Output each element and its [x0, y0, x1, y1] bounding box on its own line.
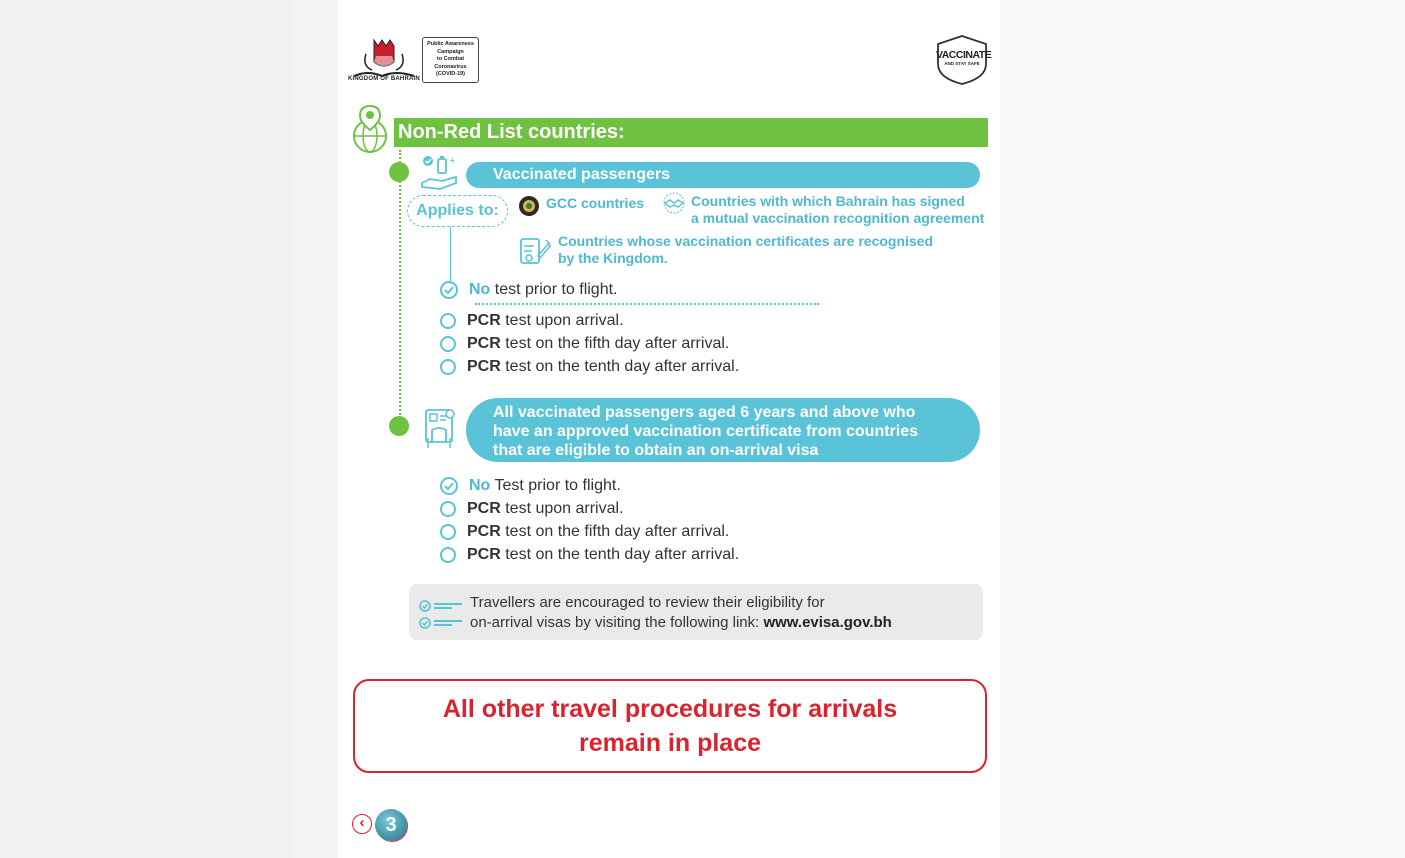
timeline-line	[399, 150, 401, 426]
handshake-icon	[660, 192, 688, 214]
vaccine-hand-icon	[420, 153, 460, 193]
applies-to-label: Applies to:	[407, 195, 508, 227]
certificate-icon	[518, 234, 552, 268]
check-circle-icon	[440, 281, 458, 299]
kingdom-label: KINGDOM OF BAHRAIN	[348, 76, 420, 82]
item-text: test on the fifth day after arrival.	[500, 335, 730, 352]
procedures-line-1: All other travel procedures for arrivals	[442, 695, 898, 723]
note-text	[470, 593, 975, 633]
background-left	[0, 0, 290, 858]
item-keyword: PCR	[467, 312, 501, 329]
list-item	[440, 521, 729, 543]
item-text: test upon arrival.	[500, 312, 624, 329]
item-keyword: No	[469, 477, 491, 494]
check-circle-icon	[440, 477, 458, 495]
note-line-2-prefix: on-arrival visas by visiting the following link:	[470, 614, 764, 631]
list-item	[440, 475, 621, 497]
eligible-passengers-pill	[466, 398, 980, 462]
dotted-divider	[475, 303, 819, 305]
globe-location-icon	[350, 104, 390, 154]
svg-text:+: +	[450, 156, 455, 165]
note-line-1: Travellers are encouraged to review their eligibility for	[470, 594, 825, 611]
note-line-2	[470, 613, 975, 633]
background-right	[1000, 0, 1405, 858]
circle-icon	[440, 336, 456, 352]
circle-icon	[440, 524, 456, 540]
list-item	[440, 356, 739, 378]
item-keyword: PCR	[467, 335, 501, 352]
campaign-logo: Public Awareness Campaign to Combat Coronavirus (COVID-19)	[422, 37, 479, 83]
badge-subtitle: AND STAY SAFE	[944, 61, 980, 66]
mutual-line-1: Countries with which Bahrain has signed	[691, 193, 965, 209]
recognised-line-2: by the Kingdom.	[558, 250, 668, 266]
recognised-certificates-label	[558, 233, 978, 267]
item-text: test prior to flight.	[490, 281, 618, 298]
recognised-line-1: Countries whose vaccination certificates are recognised	[558, 233, 934, 249]
mutual-agreement-label	[691, 193, 991, 227]
item-keyword: PCR	[467, 523, 501, 540]
badge-title: VACCINATE	[936, 49, 992, 61]
checklist-icon	[418, 596, 464, 632]
list-item	[440, 279, 618, 301]
item-text: test on the tenth day after arrival.	[500, 358, 740, 375]
circle-icon	[440, 359, 456, 375]
item-text: test upon arrival.	[500, 500, 624, 517]
item-keyword: PCR	[467, 358, 501, 375]
visa-document-icon	[422, 408, 458, 450]
pill-line-3: that are eligible to obtain an on-arrival visa	[493, 442, 819, 459]
list-item	[440, 544, 739, 566]
list-item	[440, 333, 729, 355]
item-text: test on the tenth day after arrival.	[500, 546, 740, 563]
item-text: Test prior to flight.	[490, 477, 621, 494]
item-keyword: No	[469, 281, 491, 298]
travel-poster	[338, 0, 1000, 858]
connector-line	[450, 227, 451, 284]
timeline-dot	[389, 416, 409, 436]
list-item	[440, 310, 624, 332]
item-text: test on the fifth day after arrival.	[500, 523, 730, 540]
procedures-notice	[353, 679, 987, 773]
gcc-emblem-icon	[518, 195, 540, 217]
vaccinated-passengers-pill: Vaccinated passengers	[466, 162, 980, 188]
evisa-link[interactable]: www.evisa.gov.bh	[763, 614, 892, 631]
page-number-badge: 3	[375, 809, 407, 841]
back-button[interactable]: ‹	[352, 814, 372, 834]
circle-icon	[440, 547, 456, 563]
circle-icon	[440, 501, 456, 517]
timeline-dot	[389, 162, 409, 182]
circle-icon	[440, 313, 456, 329]
item-keyword: PCR	[467, 546, 501, 563]
section-title: Non-Red List countries:	[394, 118, 988, 147]
gcc-countries-label: GCC countries	[546, 195, 645, 211]
pill-line-2: have an approved vaccination certificate from countries	[493, 423, 919, 440]
mutual-line-2: a mutual vaccination recognition agreement	[691, 210, 985, 226]
pill-line-1: All vaccinated passengers aged 6 years and above who	[493, 404, 916, 421]
procedures-line-2: remain in place	[578, 729, 762, 757]
list-item	[440, 498, 624, 520]
item-keyword: PCR	[467, 500, 501, 517]
